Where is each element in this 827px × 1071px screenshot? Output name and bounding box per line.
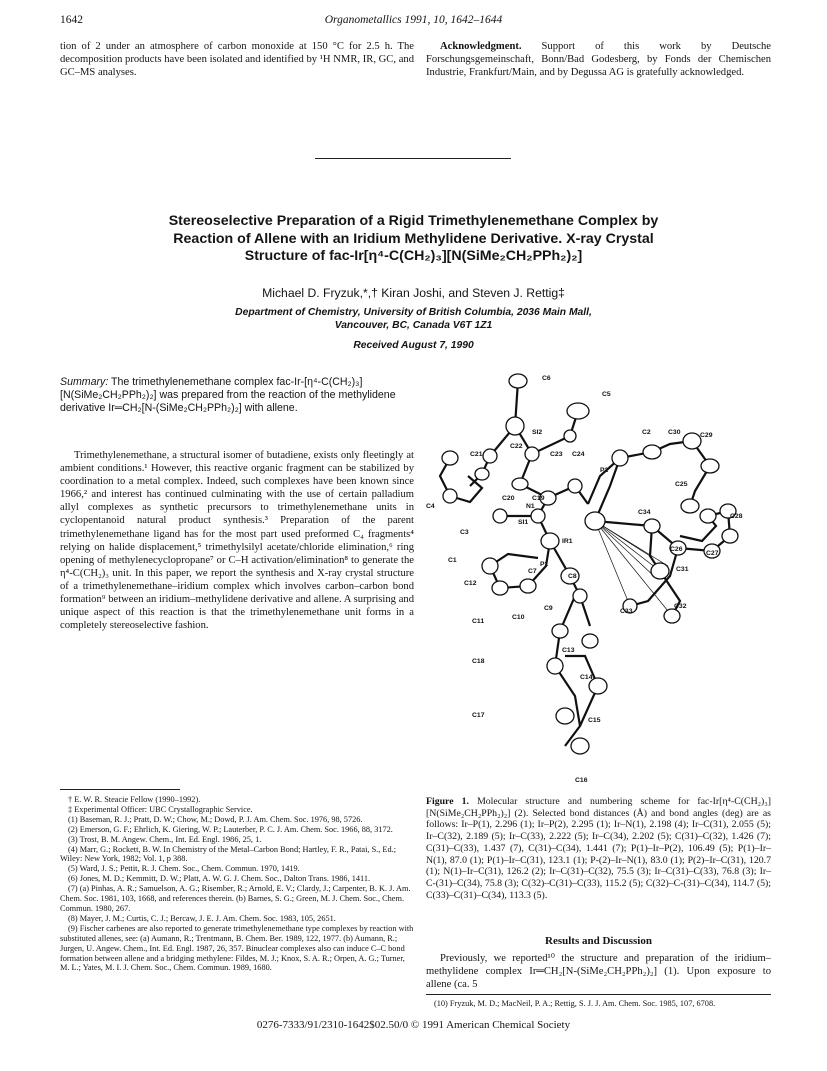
figure-caption-text: Molecular structure and numbering scheme for fac-Ir[η⁴-C(CH₂)₃][N(SiMe₂CH₂PPh₂)₂] (2). Selected bond distances (Å) and bond angles (deg) are as follows: Ir–P(1), 2.296 (1); Ir–P(2), 2.295 (1); Ir–N(1), 2.198 (4); Ir–C(31), 2.055 (5); Ir–C(32), 2.189 (5); Ir–C(33), 2.222 (5); Ir–C(34), 2.202 (5); C(31)–C(32), 1.426 (7); C(31)–C(33), 1.437 (7), C(31)–C(34), 1.441 (7); P(1)–Ir–P(2), 106.49 (5); P(1)–Ir–N(1), 87.0 (1); P(1)–Ir–C(31), 123.1 (1); P-(2)–Ir–N(1), 83.0 (1); P(2)–Ir–C(31), 120.7 (1); N(1)–Ir–C(31), 126.2 (2); Ir–C(31)–C(32), 75.5 (3); Ir–C(31)–C(33), 76.8 (3); Ir–C-(31)–C(34), 75.8 (3); C(32)–C(31)–C(33), 115.2 (5); C(32)–C-(31)–C(34), 114.7 (5); C(33)–C(31)–C(34), 113.3 (5).: [426, 796, 772, 901]
figure-caption: [426, 796, 771, 901]
footnote-rule: [60, 789, 180, 790]
atom-label: C1: [448, 557, 457, 564]
footnotes: [60, 795, 414, 973]
acknowledgment-text: Support of this work by Deutsche Forschungsgemeinschaft, Bonn/Bad Godesberg, by Fonds der Chemischen Industrie, Frankfurt/Main, and by Degussa AG is gratefully acknowledged.: [426, 41, 771, 79]
atom-label: C15: [588, 717, 601, 724]
summary-label: Summary:: [60, 376, 109, 388]
footnote: (3) Trost, B. M. Angew. Chem., Int. Ed. Engl. 1986, 25, 1.: [68, 834, 262, 844]
summary-text: The trimethylenemethane complex fac-Ir-[η⁴-C(CH₂)₃][N(SiMe₂CH₂PPh₂)₂] was prepared from the reaction of the methylidene derivative Ir═CH₂[N-(SiMe₂CH₂PPh₂)₂] with allene.: [60, 376, 396, 414]
atom-label: C31: [676, 566, 689, 573]
atom-label: C25: [675, 481, 688, 488]
atom-label: C10: [512, 614, 525, 621]
atom-label: C8: [568, 573, 577, 580]
atom-label: C2: [642, 429, 651, 436]
atom-label: C20: [502, 495, 515, 502]
footnote-right: (10) Fryzuk, M. D.; MacNeil, P. A.; Rettig, S. J. J. Am. Chem. Soc. 1985, 107, 6708.: [426, 994, 771, 1009]
page-footer: 0276-7333/91/2310-1642$02.50/0 © 1991 American Chemical Society: [256, 1019, 571, 1031]
results-text: Previously, we reported¹⁰ the structure and preparation of the iridium–methylidene complex Ir═CH₂[N-(SiMe₂CH₂PPh₂)₂] (1). Upon exposure to allene (ca. 5: [426, 953, 771, 991]
footnote: (8) Mayer, J. M.; Curtis, C. J.; Bercaw, J. E. J. Am. Chem. Soc. 1983, 105, 2651.: [68, 913, 336, 923]
acknowledgment: [426, 40, 771, 79]
molecular-structure-figure: [420, 366, 780, 786]
atom-label: P2: [600, 467, 609, 474]
atom-label: C22: [510, 443, 523, 450]
atom-label: C24: [572, 451, 585, 458]
atom-label: C34: [638, 509, 651, 516]
atom-label: SI1: [518, 519, 529, 526]
atom-label: C23: [550, 451, 563, 458]
atom-label: C26: [670, 546, 683, 553]
atom-label: IR1: [562, 538, 573, 545]
previous-article-tail: tion of 2 under an atmosphere of carbon monoxide at 150 °C for 2.5 h. The decomposition products have been isolated and identified by ¹H NMR, IR, GC, and GC–MS analyses.: [60, 41, 414, 79]
atom-label: C32: [674, 603, 687, 610]
atom-label: C27: [706, 550, 719, 557]
atom-label: C7: [528, 568, 537, 575]
atom-label: C16: [575, 777, 588, 784]
affiliation: Department of Chemistry, University of British Columbia, 2036 Main Mall, Vancouver, BC, Canada V6T 1Z1: [235, 307, 592, 331]
atom-label: C12: [464, 580, 477, 587]
article-title: Stereoselective Preparation of a Rigid Trimethylenemethane Complex by Reaction of Allene with an Iridium Methylidene Derivative. X-ray Crystal Structure of fac-Ir[η⁴-C(CH₂)₃][N(SiMe₂CH₂PPh₂)₂]: [168, 213, 659, 264]
section-heading: Results and Discussion: [545, 935, 652, 947]
footnote: (5) Ward, J. S.; Pettit, R. J. Chem. Soc., Chem. Commun. 1970, 1419.: [68, 864, 300, 874]
atom-label: C18: [472, 658, 485, 665]
acknowledgment-label: Acknowledgment.: [440, 41, 522, 52]
atom-label: N1: [526, 503, 535, 510]
atoms: [442, 374, 738, 754]
atom-label: C14: [580, 674, 593, 681]
section-divider: [315, 158, 511, 159]
atom-label: C17: [472, 712, 485, 719]
summary: [60, 376, 414, 415]
footnote: † E. W. R. Steacie Fellow (1990–1992).: [68, 795, 201, 804]
atom-label: C3: [460, 529, 469, 536]
atom-label: C30: [668, 429, 681, 436]
footnote: (1) Baseman, R. J.; Pratt, D. W.; Chow, M.; Dowd, P. J. Am. Chem. Soc. 1976, 98, 5726.: [68, 814, 363, 824]
body-left: Trimethylenemethane, a structural isomer of butadiene, exists only fleetingly at ambient conditions.¹ However, this reactive organic fragment can be stabilized by coordination to a metal complex. Indeed, such complexes have been known since 1966,² and interest has continued culminating with the use of certain palladium allyl complexes as synthetic precursors to trimethylenemethane units in cyclopentanoid natural product synthesis.³ Preparation of the parent trimethylenemethane ligand has for the most part used preformed C₄ fragments⁴ relying on halide displacement,⁵ trimethylsilyl acetate/chloride elimination,⁶ ring opening of methylenecyclopropane⁷ or C–H activation/elimination⁸ to generate the η⁴-C(CH₂)₃ unit. In this paper, we report the synthesis and X-ray crystal structure of a trimethylenemethane–iridium complex which involves carbon–carbon bond formation⁹ between an iridium–methylidene derivative and allene. A surprising and unique aspect of this reaction is that the trimethylenemethane unit forms in a completely stereoselective fashion.: [60, 450, 414, 632]
footnote: ‡ Experimental Officer: UBC Crystallographic Service.: [68, 804, 253, 814]
atom-label: C5: [602, 391, 611, 398]
atom-label: P1: [540, 561, 549, 568]
footnote: (2) Emerson, G. F.; Ehrlich, K. Giering, W. P.; Lauterber, P. C. J. Am. Chem. Soc. 1966, 88, 3172.: [68, 824, 393, 834]
atom-label: C21: [470, 451, 483, 458]
atom-label: C13: [562, 647, 575, 654]
atom-label: C4: [426, 503, 435, 510]
atom-label: C28: [730, 513, 743, 520]
atom-label: C29: [700, 432, 713, 439]
footnote: (7) (a) Pinhas, A. R.; Samuelson, A. G.; Risember, R.; Arnold, E. V.; Clardy, J.; Carpenter, B. K. J. Am. Chem. Soc. 1981, 103, 1668, and references therein. (b) Barnes, S. G.; Green, M. J. Chem. Soc., Chem. Commun. 1980, 267.: [60, 884, 411, 913]
atom-label: C33: [620, 608, 633, 615]
footnote: (9) Fischer carbenes are also reported to generate trimethylenemethane type complexes by reaction with substituted allenes, see: (a) Aumann, R.; Trentmann, B. Chem. Ber. 1989, 122, 1977. (b) Aumann, R.; Jurgen, U. Angew. Chem., Int. Ed. Engl. 1987, 26, 357. Binuclear complexes also can induce C–C bond formation between allene and a bridging methylene: Fildes, M. J.; Knox, S. A. R.; Orpen, A. G.; Turner, M. L.; Yates, M. I. J. Chem. Soc., Chem. Commun. 1989, 1680.: [60, 923, 414, 973]
atom-label: C11: [472, 618, 485, 625]
atom-label: C6: [542, 375, 551, 382]
running-header: Organometallics 1991, 10, 1642–1644: [324, 14, 503, 26]
received-date: Received August 7, 1990: [353, 340, 474, 351]
footnote: (4) Marr, G.; Rockett, B. W. In Chemistry of the Metal–Carbon Bond; Hartley, F. R., Patai, S., Ed.; Wiley: New York, 1982; Vol. 1, p 388.: [60, 844, 396, 864]
footnote: (6) Jones, M. D.; Kemmitt, D. W.; Platt, A. W. G. J. Chem. Soc., Dalton Trans. 1986, 1411.: [68, 874, 371, 884]
authors: Michael D. Fryzuk,*,† Kiran Joshi, and Steven J. Rettig‡: [262, 286, 565, 300]
atom-label: C9: [544, 605, 553, 612]
page-number: 1642: [60, 14, 83, 26]
figure-label: Figure 1.: [426, 796, 469, 807]
atom-label: C19: [532, 495, 545, 502]
atom-label: SI2: [532, 429, 543, 436]
